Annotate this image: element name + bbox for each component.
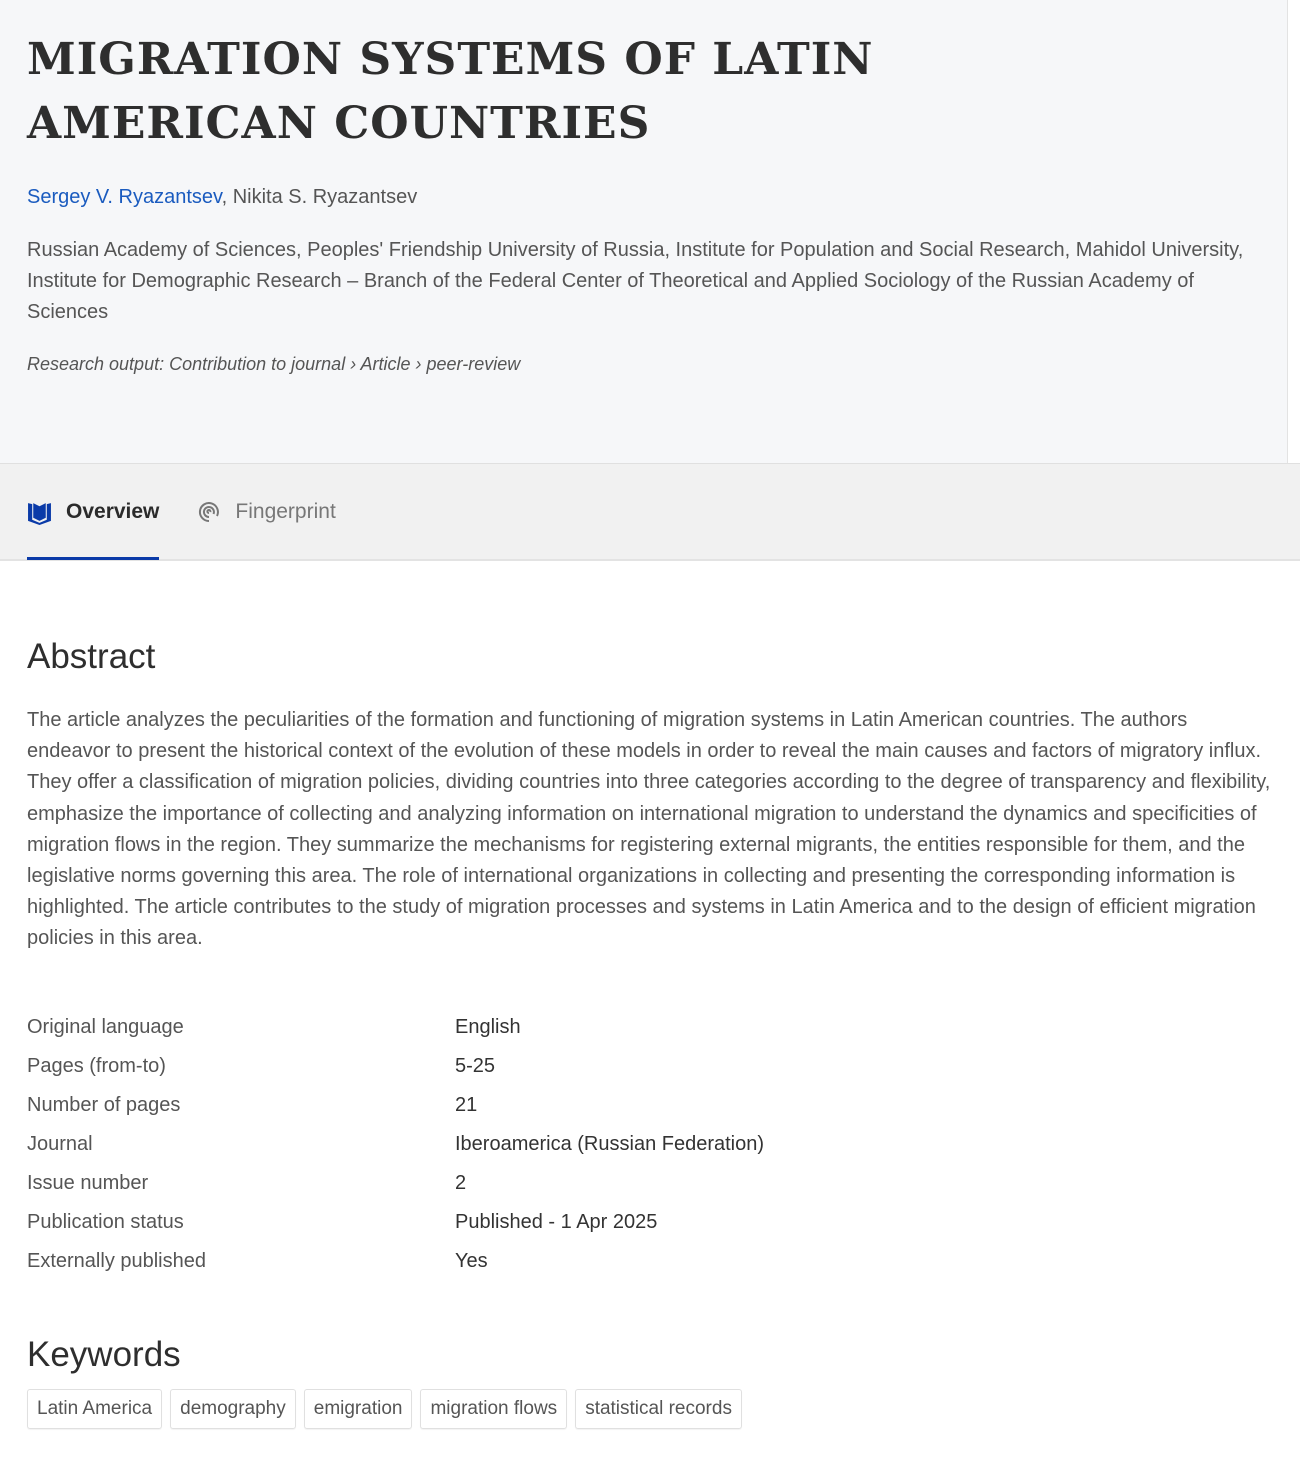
keyword-tag[interactable]: emigration bbox=[304, 1389, 413, 1429]
abstract-heading: Abstract bbox=[27, 637, 156, 676]
detail-value: English bbox=[455, 1015, 521, 1038]
tab-label: Overview bbox=[66, 500, 160, 523]
detail-value: Published - 1 Apr 2025 bbox=[455, 1210, 658, 1233]
keyword-tag[interactable]: Latin America bbox=[27, 1389, 162, 1429]
keywords-list bbox=[27, 1389, 1273, 1429]
details-row bbox=[27, 1203, 764, 1242]
detail-key: Issue number bbox=[27, 1171, 149, 1194]
detail-key: Pages (from-to) bbox=[27, 1054, 166, 1077]
detail-value: 2 bbox=[455, 1171, 467, 1194]
keywords-heading: Keywords bbox=[27, 1334, 181, 1374]
fingerprint-icon bbox=[197, 500, 221, 524]
tab-bar bbox=[0, 463, 1300, 561]
page-title: MIGRATION SYSTEMS OF LATIN AMERICAN COUNTRIES bbox=[27, 34, 874, 149]
detail-key: Externally published bbox=[27, 1249, 206, 1272]
detail-key: Publication status bbox=[27, 1210, 184, 1233]
details-row bbox=[27, 1164, 764, 1203]
details-table bbox=[27, 1008, 764, 1281]
keyword-tag[interactable]: demography bbox=[170, 1389, 296, 1429]
detail-value: 21 bbox=[455, 1093, 478, 1116]
detail-key: Original language bbox=[27, 1015, 184, 1038]
research-output-type: Research output: Contribution to journal › Article › peer-review bbox=[27, 354, 521, 374]
details-row bbox=[27, 1047, 764, 1086]
tab-fingerprint[interactable] bbox=[197, 464, 335, 560]
detail-value: 5-25 bbox=[455, 1054, 496, 1077]
detail-value: Yes bbox=[455, 1249, 488, 1272]
tab-label: Fingerprint bbox=[235, 500, 336, 523]
detail-value: Iberoamerica (Russian Federation) bbox=[455, 1132, 765, 1155]
affiliations: Russian Academy of Sciences, Peoples' Friendship University of Russia, Institute for Population and Social Research, Mahidol University, Institute for Demographic Research – Branch of the Federal Center of Theoretical and Applied Sociology of the Russian Academy of Sciences bbox=[27, 239, 1244, 323]
keyword-tag[interactable]: statistical records bbox=[575, 1389, 742, 1429]
detail-key: Journal bbox=[27, 1132, 93, 1155]
details-row bbox=[27, 1086, 764, 1125]
details-row bbox=[27, 1008, 764, 1047]
book-icon bbox=[27, 500, 52, 525]
tab-overview[interactable] bbox=[27, 464, 159, 560]
details-row bbox=[27, 1242, 764, 1281]
author-name: Nikita S. Ryazantsev bbox=[232, 186, 418, 208]
abstract-text: The article analyzes the peculiarities of the formation and functioning of migration systems in Latin American countries. The authors endeavor to present the historical context of the evolution of these models in order to reveal the main causes and factors of migratory influx. They offer a classification of migration policies, dividing countries into three categories according to the degree of transparency and flexibility, emphasize the importance of collecting and analyzing information on international migration to understand the dynamics and specificities of migration flows in the region. They summarize the mechanisms for registering external migrants, the entities responsible for them, and the legislative norms governing this area. The role of international organizations in collecting and presenting the corresponding information is highlighted. The article contributes to the study of migration processes and systems in Latin America and to the design of efficient migration policies in this area. bbox=[27, 709, 1271, 950]
author-separator: , bbox=[221, 186, 233, 208]
keyword-tag[interactable]: migration flows bbox=[420, 1389, 567, 1429]
author-link[interactable]: Sergey V. Ryazantsev bbox=[27, 186, 222, 208]
authors bbox=[27, 186, 1260, 209]
details-row bbox=[27, 1125, 764, 1164]
detail-key: Number of pages bbox=[27, 1093, 181, 1116]
main-content bbox=[0, 637, 1300, 1429]
header bbox=[0, 0, 1288, 463]
